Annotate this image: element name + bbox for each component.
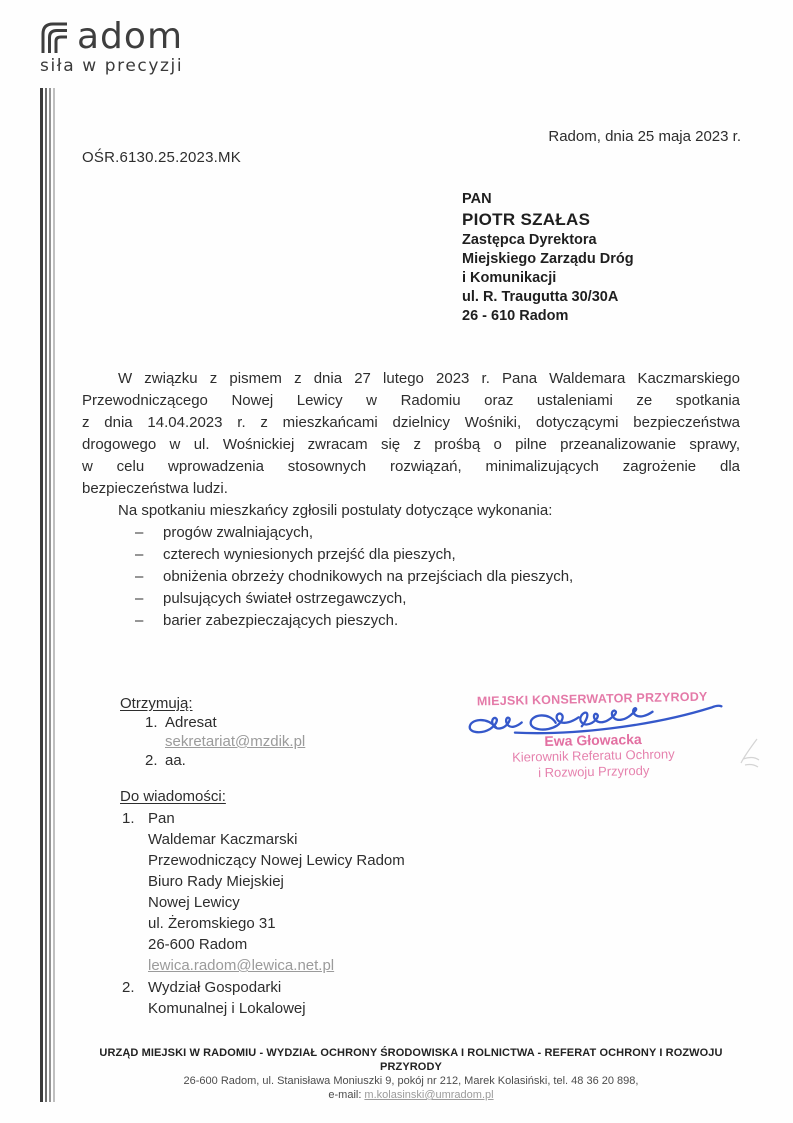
list-number: 1.	[145, 714, 158, 731]
bullet-item	[82, 544, 740, 566]
bullet-dash: –	[135, 568, 144, 585]
bullet-item	[82, 522, 740, 544]
body-line: W związku z pismem z dnia 27 lutego 2023 r. Pana Waldemara Kaczmarskiego	[118, 370, 740, 387]
logo-tagline: siła w precyzji	[40, 56, 184, 76]
bullet-text: barier zabezpieczających pieszych.	[163, 612, 399, 629]
body-line: Przewodniczącego Nowej Lewicy w Radomiu oraz ustaleniami ze spotkania	[82, 392, 740, 409]
bullet-item	[82, 610, 740, 632]
cc-line: Przewodniczący Nowej Lewicy Radom	[148, 852, 405, 869]
recipient-org-line1: Miejskiego Zarządu Dróg	[462, 251, 634, 267]
letter-footer	[82, 1046, 740, 1102]
stamp-role-line2: i Rozwoju Przyrody	[537, 762, 650, 781]
received-item-1-email-row	[165, 732, 305, 751]
cc-block	[120, 786, 405, 1019]
bullet-item	[82, 588, 740, 610]
recipient-name: PIOTR SZAŁAS	[462, 210, 591, 229]
cc-item-1	[120, 808, 405, 976]
body-line: w celu wprowadzenia stosownych rozwiązań, minimalizujących zagrożenie dla	[82, 458, 740, 475]
logo-row	[40, 16, 184, 57]
logo-brand-text: adom	[77, 16, 184, 57]
footer-email-label: e-mail:	[328, 1089, 362, 1101]
received-item-1	[120, 713, 305, 732]
footer-email-line	[82, 1088, 740, 1102]
cc-item-1-lines	[148, 808, 405, 976]
body-intro-line: Na spotkaniu mieszkańcy zgłosili postulaty dotyczące wykonania:	[118, 502, 553, 519]
letter-body	[82, 368, 740, 632]
bullet-text: czterech wyniesionych przejść dla pieszych,	[163, 546, 456, 563]
body-line: bezpieczeństwa ludzi.	[82, 480, 228, 497]
body-line: z dnia 14.04.2023 r. z mieszkańcami dzielnicy Wośniki, dotyczącymi bezpieczeństwa	[82, 414, 740, 431]
bullet-dash: –	[135, 612, 144, 629]
footer-office-line: URZĄD MIEJSKI W RADOMIU - WYDZIAŁ OCHRONY ŚRODOWISKA I ROLNICTWA - REFERAT OCHRONY I ROZWOJU	[99, 1047, 723, 1059]
bullet-dash: –	[135, 524, 144, 541]
cc-line: Biuro Rady Miejskiej	[148, 873, 284, 890]
bullet-text: pulsujących świateł ostrzegawczych,	[163, 590, 407, 607]
scan-smudge-artifact	[735, 735, 765, 769]
list-number: 2.	[145, 752, 158, 769]
lewica-email-link[interactable]: lewica.radom@lewica.net.pl	[148, 957, 335, 974]
radom-logo	[40, 16, 184, 76]
recipient-block	[462, 190, 634, 326]
radom-r-mark-icon	[40, 20, 74, 53]
recipient-city: 26 - 610 Radom	[462, 308, 569, 324]
received-item-2-text: aa.	[165, 752, 186, 769]
received-heading: Otrzymują:	[120, 695, 193, 712]
scan-binding-artifact	[40, 88, 55, 1102]
cc-line: Komunalnej i Lokalowej	[148, 1000, 306, 1017]
received-item-1-text: Adresat	[165, 714, 217, 731]
cc-heading: Do wiadomości:	[120, 788, 226, 805]
stamp-signer-name: Ewa Głowacka	[544, 730, 642, 750]
received-item-2	[120, 751, 305, 770]
bullet-item	[82, 566, 740, 588]
umradom-email-link[interactable]: m.kolasinski@umradom.pl	[364, 1089, 494, 1101]
letter-date: Radom, dnia 25 maja 2023 r.	[548, 128, 741, 145]
recipient-org-line2: i Komunikacji	[462, 270, 557, 286]
cc-line: Nowej Lewicy	[148, 894, 240, 911]
bullet-text: progów zwalniających,	[163, 524, 314, 541]
cc-line: ul. Żeromskiego 31	[148, 915, 276, 932]
cc-item-2	[120, 977, 405, 1019]
cc-line: Pan	[148, 810, 175, 827]
mzdik-email-link[interactable]: sekretariat@mzdik.pl	[165, 733, 306, 750]
bullet-text: obniżenia obrzeży chodnikowych na przejściach dla pieszych,	[163, 568, 574, 585]
official-stamp	[467, 689, 719, 782]
footer-office-line2: PRZYRODY	[380, 1061, 442, 1073]
footer-address-line: 26-600 Radom, ul. Stanisława Moniuszki 9, pokój nr 212, Marek Kolasiński, tel. 48 36 20 898,	[183, 1075, 639, 1087]
cc-line: Wydział Gospodarki	[148, 979, 282, 996]
list-number: 1.	[122, 810, 135, 827]
cc-item-1-email-row	[148, 955, 405, 976]
bullet-dash: –	[135, 546, 144, 563]
recipient-title: Zastępca Dyrektora	[462, 232, 597, 248]
received-by-block	[120, 694, 305, 770]
stamp-role-line1: Kierownik Referatu Ochrony	[511, 746, 675, 765]
cc-line: 26-600 Radom	[148, 936, 248, 953]
bullet-dash: –	[135, 590, 144, 607]
reference-number: OŚR.6130.25.2023.MK	[82, 149, 241, 166]
cc-line: Waldemar Kaczmarski	[148, 831, 298, 848]
recipient-street: ul. R. Traugutta 30/30A	[462, 289, 619, 305]
stamp-title: MIEJSKI KONSERWATOR PRZYRODY	[476, 689, 708, 709]
recipient-salutation: PAN	[462, 191, 492, 207]
cc-item-2-lines	[148, 977, 306, 1019]
list-number: 2.	[122, 979, 135, 996]
body-line: drogowego w ul. Wośnickiej zwracam się z prośbą o pilne przeanalizowanie sprawy,	[82, 436, 740, 453]
